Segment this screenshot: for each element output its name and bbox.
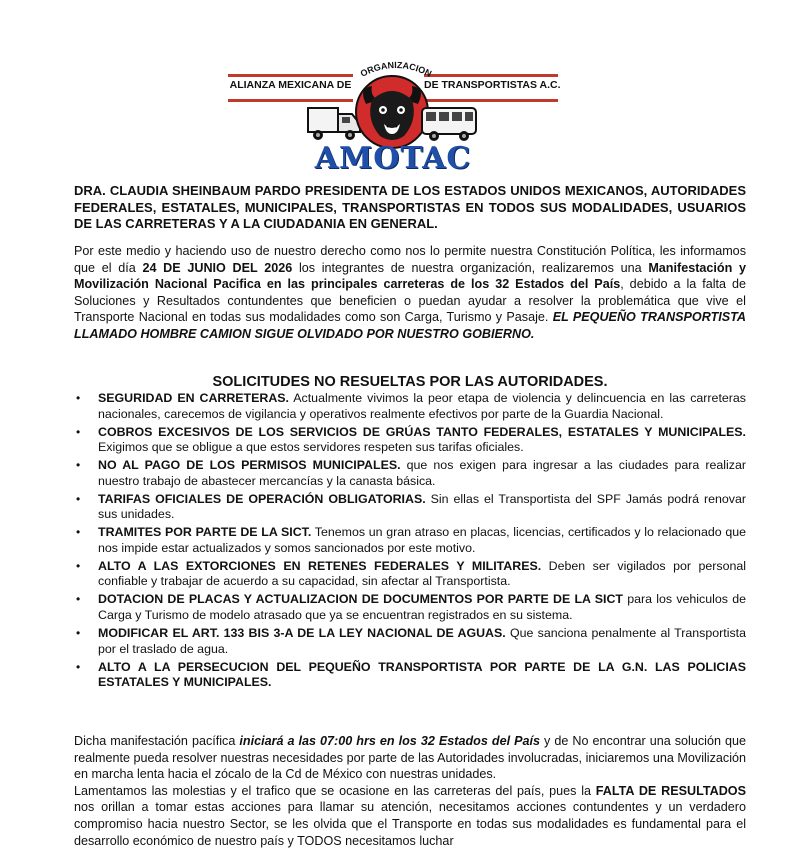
request-text: para los vehiculos de Carga y Turismo de modelo atrasado que ya se encuentran registrados en su sistema. [98,592,746,623]
list-item [74,425,746,456]
closing-text-1: Dicha manifestación pacífica [74,734,240,748]
list-item [74,492,746,523]
closing-section [74,733,746,849]
request-title: ALTO A LAS EXTORCIONES EN RETENES FEDERALES Y MILITARES. [98,558,542,573]
logo-banner-left: ALIANZA MEXICANA DE [228,74,353,102]
bus-icon [418,102,480,144]
amotac-logo [228,60,561,178]
request-title: MODIFICAR EL ART. 133 BIS 3-A DE LA LEY NACIONAL DE AGUAS. [98,626,506,641]
request-text: Actualmente vivimos la peor etapa de violencia y delincuencia en las carreteras nacionales, carecemos de vigilancia y operativos realmente efectivos por parte de la Guardia Nacional. [98,391,746,421]
request-title: COBROS EXCESIVOS DE LOS SERVICIOS DE GRÚAS TANTO FEDERALES, ESTATALES Y MUNICIPALES. [98,424,746,439]
intro-text-2: los integrantes de nuestra organización, realizaremos una [292,260,649,275]
request-title: NO AL PAGO DE LOS PERMISOS MUNICIPALES. [98,458,401,473]
bullet-icon: • [76,458,81,473]
logo-brand-name: AMOTAC [314,141,472,176]
requests-list [74,391,746,693]
list-item [74,525,746,556]
list-item [74,660,746,691]
request-text: Deben ser vigilados por personal confiable y trabajar de acuerdo a su capacidad, sin afectar al Transportista. [98,558,747,589]
list-item [74,626,746,657]
start-time-statement: iniciará a las 07:00 hrs en los 32 Estados del País [239,734,540,748]
request-title: ALTO A LA PERSECUCION DEL PEQUEÑO TRANSPORTISTA POR PARTE DE LA G.N. LAS POLICIAS ESTATALES Y MUNICIPALES. [98,659,746,690]
bullet-icon: • [76,525,81,540]
event-description: Manifestación y Movilización Nacional Pacifica en las principales carreteras de los 32 Estados del País [74,260,746,292]
request-title: TARIFAS OFICIALES DE OPERACIÓN OBLIGATORIAS. [98,491,426,506]
bullet-icon: • [76,558,81,573]
intro-text-3: , debido a la falta de Soluciones y Resultados contundentes que beneficien o puedan ayudar a resolver la problemática que vive el Transporte Nacional en todas sus modalidades como son Carga, Turismo y Pasaje. [74,277,746,325]
logo-banner-right: DE TRANSPORTISTAS A.C. [424,74,558,102]
list-item [74,592,746,623]
intro-slogan: EL PEQUEÑO TRANSPORTISTA LLAMADO HOMBRE CAMION SIGUE OLVIDADO POR NUESTRO GOBIERNO. [74,310,747,341]
request-text: Sin ellas el Transportista del SPF Jamás podrá renovar sus unidades. [98,491,747,522]
request-text: Tenemos un gran atraso en placas, licencias, certificados y lo relacionado que nos impide estar actualizados y somos sancionados por este motivo. [98,525,746,555]
lack-of-results: FALTA DE RESULTADOS [595,783,746,798]
bullet-icon: • [76,592,81,607]
closing-text-4: nos orillan a tomar estas acciones para llamar su atención, necesitamos acciones contundentes y un verdadero compromiso hacia nuestro Sector, se les olvida que el Transporte en todas sus modalidades es fundamental para el desarrollo económico de nuestro país y TODOS necesitamos luchar [74,800,746,848]
request-title: SEGURIDAD EN CARRETERAS. [98,391,289,405]
bullet-icon: • [76,424,81,439]
request-text: Que sanciona penalmente al Transportista por el traslado de agua. [98,626,746,656]
request-title: DOTACION DE PLACAS Y ACTUALIZACION DE DOCUMENTOS POR PARTE DE LA SICT [98,592,623,607]
protest-date: 24 DE JUNIO DEL 2026 [142,260,293,275]
requests-section-title: SOLICITUDES NO RESUELTAS POR LAS AUTORIDADES. [212,374,608,390]
addressee-heading: DRA. CLAUDIA SHEINBAUM PARDO PRESIDENTA DE LOS ESTADOS UNIDOS MEXICANOS, AUTORIDADES FEDERALES, ESTATALES, MUNICIPALES, TRANSPORTISTAS EN TODOS SUS MODALIDADES, USUARIOS DE LAS CARRETERAS Y A LA CIUDADANIA EN GENERAL. [74,183,746,231]
closing-paragraph [74,733,746,783]
list-item [74,559,746,590]
request-title: TRAMITES POR PARTE DE LA SICT. [98,525,312,540]
closing-text-2: y de No encontrar una solución que realmente pueda resolver nuestras necesidades por parte de las Autoridades involucradas, iniciaremos una Movilización en marcha lenta hacia el zócalo de la Cd de México con nuestras unidades. [74,734,746,782]
intro-paragraph [74,243,746,343]
closing-text-3: Lamentamos las molestias y el trafico que se ocasione en las carreteras del país, pues la [74,783,596,798]
closing-paragraph [74,783,746,849]
bullet-icon: • [76,626,81,641]
intro-text-1: Por este medio y haciendo uso de nuestro derecho como nos lo permite nuestra Constitución Política, les informamos que el día [74,244,746,275]
request-text: Exigimos que se obligue a que estos servidores respeten sus tarifas oficiales. [98,440,524,455]
request-text: que nos exigen para ingresar a las ciudades para realizar nuestro trabajo de abastecer mercancías y la canasta básica. [98,458,746,488]
list-item [74,391,746,422]
bullet-icon: • [76,659,81,674]
bullet-icon: • [76,491,81,506]
svg-text:ORGANIZACION: ORGANIZACION [358,60,434,79]
bullet-icon: • [76,391,81,405]
list-item [74,458,746,489]
